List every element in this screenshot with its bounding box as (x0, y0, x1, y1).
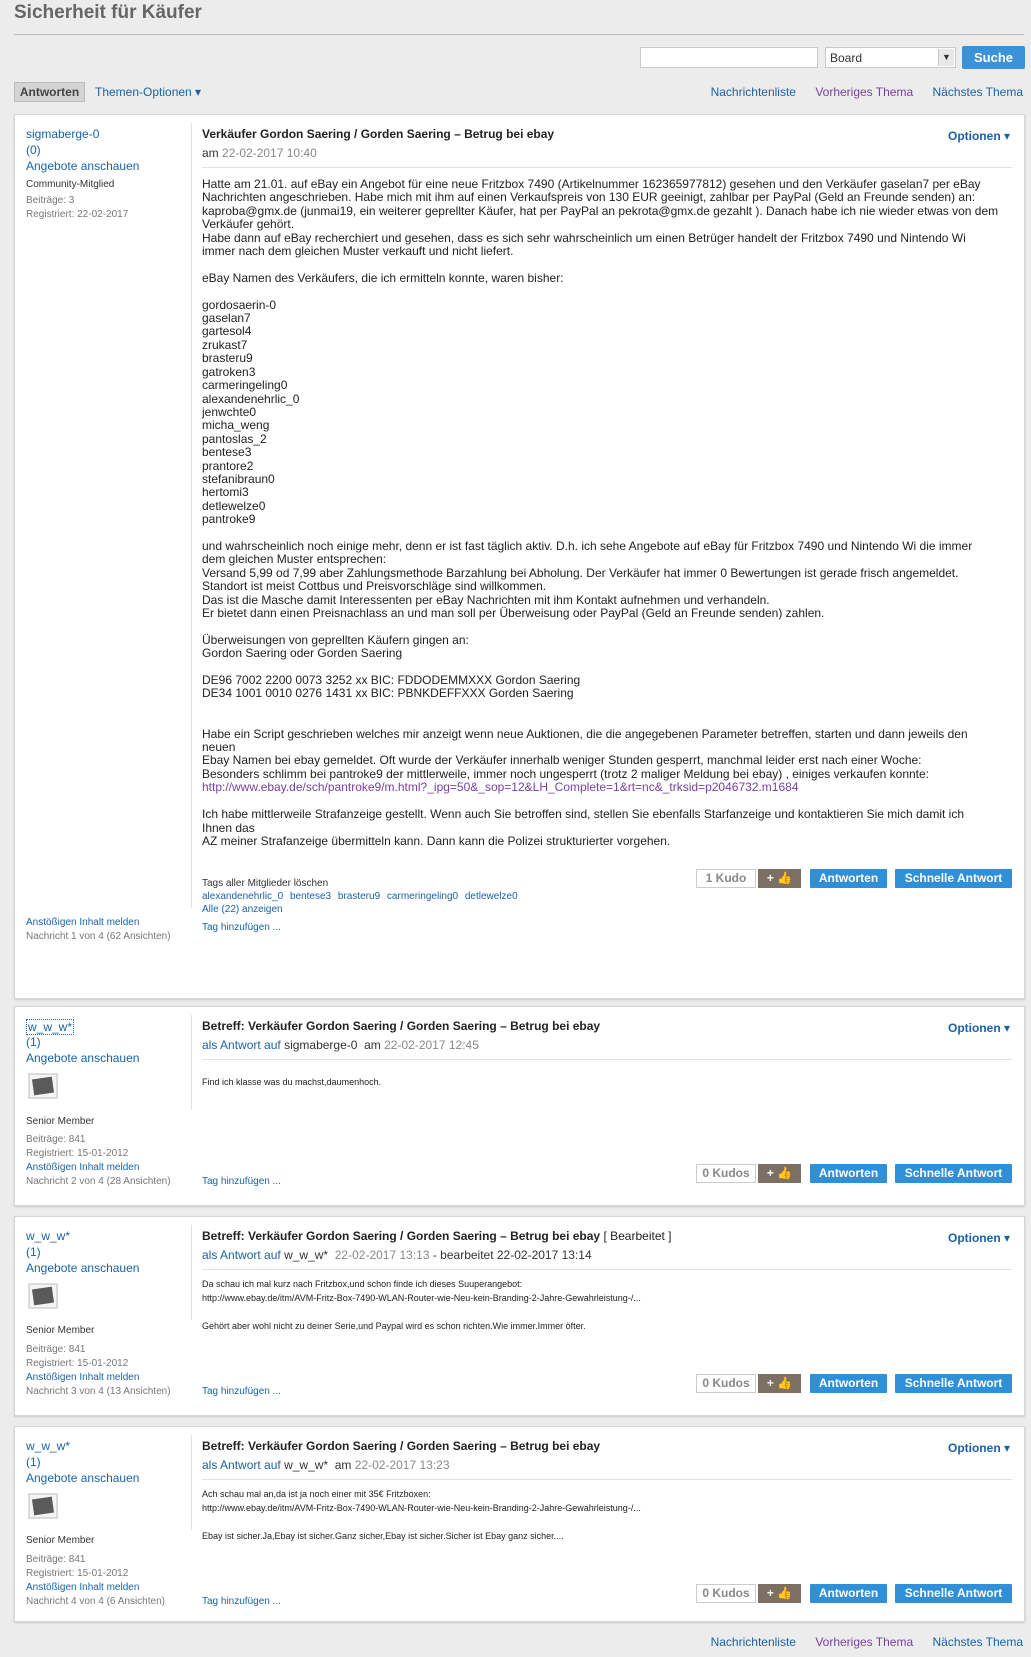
post-count: Beiträge: 841 (26, 1134, 86, 1145)
post-subject: Verkäufer Gordon Saering / Gorden Saering – Betrug bei ebay (202, 127, 555, 141)
tag-link[interactable]: detlewelze0 (464, 891, 518, 902)
offers-link[interactable]: Angebote anschauen (26, 1051, 140, 1065)
quick-reply-button[interactable]: Schnelle Antwort (895, 869, 1012, 888)
message-list-link[interactable]: Nachrichtenliste (710, 1635, 796, 1649)
kudo-count: 1 Kudo (696, 869, 756, 888)
prev-topic-link[interactable]: Vorheriges Thema (815, 85, 914, 99)
prev-topic-link[interactable]: Vorheriges Thema (815, 1635, 914, 1649)
reply-to-author[interactable]: sigmaberge-0 (284, 1038, 358, 1052)
post-body (202, 178, 1002, 848)
board-select[interactable] (825, 47, 956, 68)
body-line (202, 1305, 1002, 1319)
chevron-down-icon[interactable]: ▼ (938, 49, 954, 66)
message-number: Nachricht 4 von 4 (6 Ansichten) (26, 1596, 165, 1607)
author-name[interactable]: w_w_w* (28, 1020, 73, 1034)
offers-link[interactable]: Angebote anschauen (26, 159, 140, 173)
member-rank: Senior Member (26, 1116, 95, 1127)
next-topic-link[interactable]: Nächstes Thema (932, 85, 1023, 99)
edited-tag: [ Bearbeitet ] (603, 1229, 672, 1243)
body-line: Ebay ist sicher.Ja,Ebay ist sicher.Ganz sicher,Ebay ist sicher.Sicher ist Ebay ganz sicher.... (202, 1531, 564, 1541)
author-feedback-count[interactable]: (0) (26, 143, 41, 157)
body-line: Find ich klasse was du machst,daumenhoch. (202, 1077, 382, 1087)
body-line (202, 620, 1002, 633)
tags-list (202, 891, 522, 902)
member-rank: Senior Member (26, 1535, 95, 1546)
offers-link[interactable]: Angebote anschauen (26, 1471, 140, 1485)
registered-date: Registriert: 15-01-2012 (26, 1148, 129, 1159)
body-line: pantroke9 (202, 512, 256, 527)
body-line: DE34 1001 0010 0276 1431 xx BIC: PBNKDEFFXXX Gorden Saering (202, 686, 574, 701)
body-line: Überweisungen von geprellten Käufern gingen an: (202, 632, 469, 647)
offers-link[interactable]: Angebote anschauen (26, 1261, 140, 1275)
avatar (28, 1491, 58, 1521)
search-input[interactable] (640, 47, 818, 68)
post-body (202, 1075, 1002, 1089)
tags-all-link[interactable]: Alle (22) anzeigen (202, 904, 283, 915)
options-menu[interactable]: Optionen ▾ (947, 1441, 1010, 1455)
author-feedback-count[interactable]: (1) (26, 1035, 41, 1049)
post-date (202, 1248, 592, 1262)
body-line: Er bietet dann einen Preisnachlass an und man soll per Überweisung oder PayPal (Geld an Freunde senden) zahlen. (202, 606, 825, 620)
quick-reply-button[interactable]: Schnelle Antwort (895, 1164, 1012, 1183)
as-reply-link[interactable]: als Antwort auf (202, 1038, 281, 1052)
report-link[interactable]: Anstößigen Inhalt melden (26, 917, 140, 928)
body-line (202, 527, 1002, 540)
post-body (202, 1487, 1002, 1543)
avatar (28, 1071, 58, 1101)
kudo-count: 0 Kudos (696, 1584, 756, 1603)
tag-link[interactable]: bentese3 (289, 891, 332, 902)
body-line: stefanibraun0 (202, 471, 275, 486)
topic-nav-top (695, 85, 1023, 99)
body-line: prantore2 (202, 458, 254, 473)
author-feedback-count[interactable]: (1) (26, 1455, 41, 1469)
body-line: Da schau ich mal kurz nach Fritzbox,und schon finde ich dieses Suuperangebot: (202, 1279, 523, 1289)
post-subject: Betreff: Verkäufer Gordon Saering / Gorden Saering – Betrug bei ebay (202, 1439, 601, 1453)
date-value: 22-02-2017 12:45 (384, 1038, 479, 1052)
body-line: detlewelze0 (202, 498, 266, 513)
body-line: alexandenehrlic_0 (202, 391, 300, 406)
tag-add-link[interactable]: Tag hinzufügen ... (202, 922, 281, 933)
author-name[interactable]: w_w_w* (26, 1439, 71, 1453)
body-line (202, 661, 1002, 674)
author-name[interactable]: w_w_w* (26, 1229, 71, 1243)
body-line: immer nach dem gleichen Muster verkauft und nicht liefert. (202, 244, 514, 259)
body-line: jenwchte0 (202, 404, 257, 419)
body-line: brasteru9 (202, 351, 253, 366)
tag-add-link[interactable]: Tag hinzufügen ... (202, 1596, 281, 1607)
avatar (28, 1281, 58, 1311)
registered-date: Registriert: 15-01-2012 (26, 1568, 129, 1579)
reply-button[interactable]: Antworten (810, 1584, 887, 1603)
post-3 (14, 1216, 1025, 1416)
tag-link[interactable]: carmeringeling0 (386, 891, 459, 902)
post-count: Beiträge: 841 (26, 1344, 86, 1355)
tag-add-link[interactable]: Tag hinzufügen ... (202, 1386, 281, 1397)
tag-add-link[interactable]: Tag hinzufügen ... (202, 1176, 281, 1187)
body-line: dem gleichen Muster entsprechen: (202, 552, 387, 567)
body-link[interactable]: http://www.ebay.de/itm/AVM-Fritz-Box-7490-WLAN-Router-wie-Neu-kein-Branding-2-Jahre-Gewahrleistung-/... (202, 1503, 641, 1513)
body-line (202, 1515, 1002, 1529)
next-topic-link[interactable]: Nächstes Thema (932, 1635, 1023, 1649)
body-line: Habe ein Script geschrieben welches mir anzeigt wenn neue Auktionen, die die angegebenen Parameter betreffen, starten und dann jeweils den (202, 726, 968, 741)
body-line: Gehört aber wohl nicht zu deiner Serie,und Paypal wird es schon richten.Wie immer.Immer öfter. (202, 1321, 586, 1331)
date-value: 22-02-2017 13:13 (334, 1248, 430, 1262)
body-line: bentese3 (202, 445, 252, 460)
kudo-count: 0 Kudos (696, 1374, 756, 1393)
body-line: eBay Namen des Verkäufers, die ich ermitteln konnte, waren bisher: (202, 270, 564, 285)
body-link[interactable]: http://www.ebay.de/sch/pantroke9/m.html?_ipg=50&_sop=12&LH_Complete=1&rt=nc&_trksid=p2046732.m1684 (202, 780, 799, 795)
body-line: carmeringeling0 (202, 378, 288, 393)
body-line: Ich habe mittlerweile Strafanzeige gestellt. Wenn auch Sie betroffen sind, stellen Sie ebenfalls Starfanzeige und kontaktieren Sie mich damit ich (202, 807, 964, 822)
body-line: Nachrichten angeschrieben. Habe mich mit ihm auf einen Verkaufspreis von 130 EUR geeinigt, zahlbar per PayPal (Geld an Freunde senden) an: (202, 190, 976, 205)
message-list-link[interactable]: Nachrichtenliste (710, 85, 796, 99)
body-line: pantoslas_2 (202, 431, 267, 446)
body-line: Ebay Namen bei ebay gemeldet. Oft wurde der Verkäufer innerhalb weniger Stunden gesperrt, manchmal leider erst nach einer Woche: (202, 753, 922, 768)
registered-date: Registriert: 15-01-2012 (26, 1358, 129, 1369)
author-name[interactable]: sigmaberge-0 (26, 127, 100, 141)
body-line (202, 795, 1002, 808)
body-line: DE96 7002 2200 0073 3252 xx BIC: FDDODEMMXXX Gordon Saering (202, 673, 581, 688)
body-line: Ihnen das (202, 820, 255, 835)
as-reply-link[interactable]: als Antwort auf (202, 1248, 281, 1262)
body-line: AZ meiner Strafanzeige übermitteln kann. Dann kann die Polizei strukturierter vorgehen. (202, 833, 671, 848)
kudo-plus-button[interactable]: + 👍 (758, 869, 801, 888)
body-line: neuen (202, 740, 236, 755)
tag-link[interactable]: brasteru9 (337, 891, 381, 902)
options-menu[interactable]: Optionen ▾ (947, 129, 1010, 143)
kudo-plus-button[interactable]: + 👍 (758, 1584, 801, 1603)
post-date (202, 1458, 450, 1472)
body-line: Ach schau mal an,da ist ja noch einer mit 35€ Fritzboxen: (202, 1489, 431, 1499)
body-line: zrukast7 (202, 337, 248, 352)
date-prefix: am (202, 146, 219, 160)
post-date (202, 1038, 479, 1052)
page-title: Sicherheit für Käufer (14, 2, 202, 23)
body-line: Gordon Saering oder Gorden Saering (202, 646, 403, 661)
body-line: Verkäufer gehört. (202, 217, 295, 232)
quick-reply-button[interactable]: Schnelle Antwort (895, 1374, 1012, 1393)
reply-to-author[interactable]: w_w_w* (284, 1458, 329, 1472)
body-line: gartesol4 (202, 324, 252, 339)
message-number: Nachricht 3 von 4 (13 Ansichten) (26, 1386, 171, 1397)
reply-button[interactable]: Antworten (810, 1374, 887, 1393)
post-count: Beiträge: 841 (26, 1554, 86, 1565)
date-value: 22-02-2017 13:23 (354, 1458, 450, 1472)
body-line: kaproba@gmx.de (junmai19, ein weiterer geprellter Käufer, hat per PayPal an pekrota@gmx.de gezahlt ). Danach habe ich nie wieder etwas von dem (202, 203, 999, 218)
body-line (202, 258, 1002, 271)
post-2 (14, 1006, 1025, 1206)
post-count: Beiträge: 3 (26, 195, 75, 206)
post-4 (14, 1426, 1025, 1622)
body-line: micha_weng (202, 418, 270, 433)
body-line: gatroken3 (202, 364, 256, 379)
body-line: Habe dann auf eBay recherchiert und gesehen, dass es sich sehr wahrscheinlich um einen Betrüger handelt der Fritzbox 7490 und Nintendo Wi (202, 230, 966, 245)
body-line: hertomi3 (202, 485, 249, 500)
post-body (202, 1277, 1002, 1333)
options-menu[interactable]: Optionen ▾ (947, 1021, 1010, 1035)
body-link[interactable]: http://www.ebay.de/itm/AVM-Fritz-Box-7490-WLAN-Router-wie-Neu-kein-Branding-2-Jahre-Gewahrleistung-/... (202, 1293, 641, 1303)
body-line: Das ist die Masche damit Interessenten per eBay Nachrichten mit ihm Kontakt aufnehmen und verhandeln. (202, 592, 770, 607)
body-line (202, 701, 1002, 714)
report-link[interactable]: Anstößigen Inhalt melden (26, 1162, 140, 1173)
body-line (202, 285, 1002, 298)
title-divider (14, 34, 1024, 35)
author-feedback-count[interactable]: (1) (26, 1245, 41, 1259)
report-link[interactable]: Anstößigen Inhalt melden (26, 1582, 140, 1593)
post-1 (14, 114, 1025, 999)
message-number: Nachricht 1 von 4 (62 Ansichten) (26, 931, 171, 942)
date-value: 22-02-2017 10:40 (222, 146, 317, 160)
subject-text: Betreff: Verkäufer Gordon Saering / Gorden Saering – Betrug bei ebay (202, 1229, 601, 1243)
quick-reply-button[interactable]: Schnelle Antwort (895, 1584, 1012, 1603)
topic-nav-bottom (695, 1635, 1023, 1649)
body-line: und wahrscheinlich noch einige mehr, denn er ist fast täglich aktiv. D.h. ich sehe Angebote auf eBay für Fritzbox 7490 und Nintendo Wi die immer (202, 538, 973, 553)
member-rank: Community-Mitglied (26, 179, 115, 190)
search-button[interactable]: Suche (962, 46, 1025, 69)
kudo-plus-button[interactable]: + 👍 (758, 1164, 801, 1183)
report-link[interactable]: Anstößigen Inhalt melden (26, 1372, 140, 1383)
tags-label[interactable]: Tags aller Mitglieder löschen (202, 878, 329, 889)
reply-button-top[interactable]: Antworten (14, 82, 85, 102)
tag-link[interactable]: alexandenehrlic_0 (202, 891, 284, 902)
reply-button[interactable]: Antworten (810, 869, 887, 888)
kudo-count: 0 Kudos (696, 1164, 756, 1183)
registered-date: Registriert: 22-02-2017 (26, 209, 129, 220)
post-date (202, 146, 317, 160)
reply-button[interactable]: Antworten (810, 1164, 887, 1183)
member-rank: Senior Member (26, 1325, 95, 1336)
body-line: Hatte am 21.01. auf eBay ein Angebot für eine neue Fritzbox 7490 (Artikelnummer 162365977812) gesehen und den Verkäufer gaselan7 per eBay (202, 177, 981, 191)
post-subject: Betreff: Verkäufer Gordon Saering / Gorden Saering – Betrug bei ebay (202, 1019, 601, 1033)
body-line: Standort ist meist Cottbus und Preisvorschläge sind willkommen. (202, 579, 547, 594)
topic-options-menu[interactable]: Themen-Optionen ▾ (95, 85, 202, 99)
kudo-plus-button[interactable]: + 👍 (758, 1374, 801, 1393)
body-line (202, 714, 1002, 727)
edited-date: - bearbeitet 22-02-2017 13:14 (432, 1248, 592, 1262)
body-line: Versand 5,99 od 7,99 aber Zahlungsmethode Barzahlung bei Abholung. Der Verkäufer hat immer 0 Bewertungen ist gerade frisch angemeldet. (202, 565, 959, 580)
date-prefix: am (364, 1038, 381, 1052)
message-number: Nachricht 2 von 4 (28 Ansichten) (26, 1176, 171, 1187)
post-subject (202, 1229, 672, 1243)
body-line: gaselan7 (202, 311, 251, 326)
date-prefix: am (334, 1458, 352, 1472)
reply-to-author[interactable]: w_w_w* (284, 1248, 329, 1262)
body-line: Besonders schlimm bei pantroke9 der mittlerweile, immer noch ungesperrt (trotz 2 maliger Meldung bei ebay) , einiges verkaufen konnte: (202, 766, 930, 781)
as-reply-link[interactable]: als Antwort auf (202, 1458, 281, 1472)
board-select-value: Board (830, 51, 863, 65)
options-menu[interactable]: Optionen ▾ (947, 1231, 1010, 1245)
body-line: gordosaerin-0 (202, 297, 277, 312)
